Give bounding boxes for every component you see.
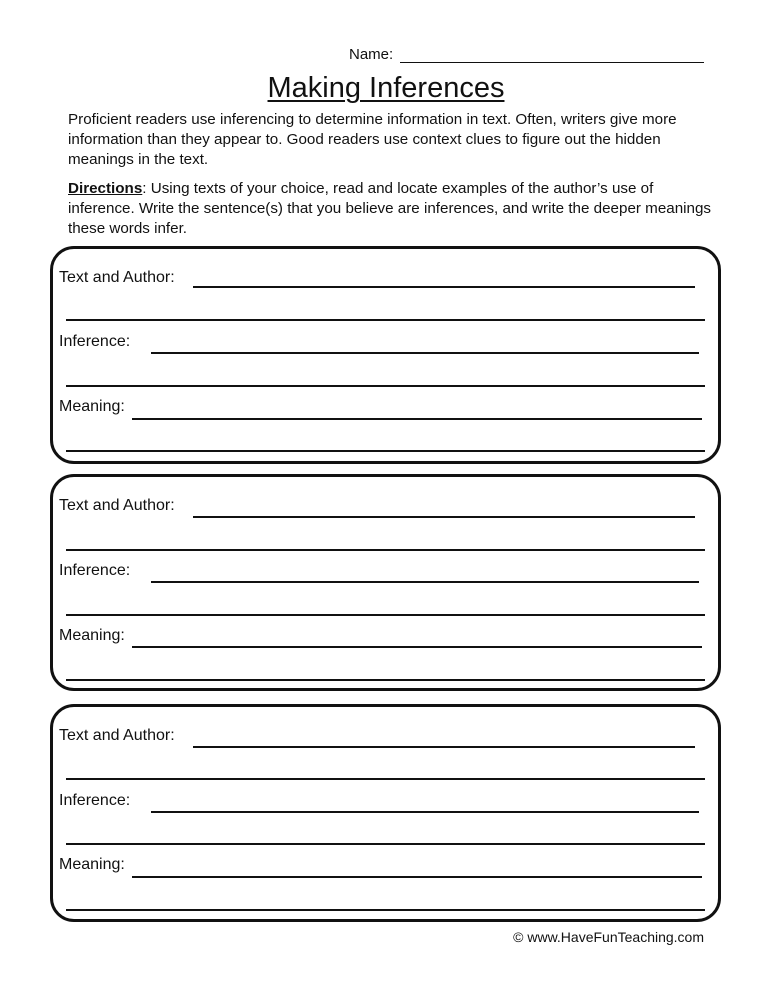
text-author-line-2[interactable] [66, 319, 705, 321]
inference-line[interactable] [151, 352, 699, 354]
text-author-label: Text and Author: [59, 727, 175, 744]
text-author-line-2[interactable] [66, 549, 705, 551]
text-author-label: Text and Author: [59, 269, 175, 286]
meaning-line[interactable] [132, 418, 702, 420]
text-author-label: Text and Author: [59, 497, 175, 514]
page-title: Making Inferences [267, 72, 505, 104]
inference-line-2[interactable] [66, 843, 705, 845]
inference-label: Inference: [59, 562, 131, 579]
inference-line-2[interactable] [66, 614, 705, 616]
meaning-line-2[interactable] [66, 679, 705, 681]
meaning-label: Meaning: [59, 856, 125, 873]
meaning-label: Meaning: [59, 627, 125, 644]
intro-paragraph: Proficient readers use inferencing to determine information in text. Often, writers give more information than they appear to. Good readers use context clues to figure out the hidden meanings in the text. [68, 111, 677, 168]
meaning-line-2[interactable] [66, 909, 705, 911]
inference-label: Inference: [59, 792, 131, 809]
inference-box-2 [50, 474, 721, 691]
text-author-line[interactable] [193, 516, 695, 518]
inference-label: Inference: [59, 333, 131, 350]
inference-line-2[interactable] [66, 385, 705, 387]
meaning-label: Meaning: [59, 398, 125, 415]
name-label: Name: [349, 46, 394, 63]
inference-box-1 [50, 246, 721, 464]
text-author-line[interactable] [193, 746, 695, 748]
inference-line[interactable] [151, 811, 699, 813]
directions-label: Directions [68, 180, 143, 197]
inference-line[interactable] [151, 581, 699, 583]
directions-text: : Using texts of your choice, read and locate examples of the author’s use of inference. Write the sentence(s) that you believe are inferences, and write the deeper meanings these words infer. [68, 180, 712, 237]
meaning-line[interactable] [132, 646, 702, 648]
meaning-line-2[interactable] [66, 450, 705, 452]
text-author-line-2[interactable] [66, 778, 705, 780]
text-author-line[interactable] [193, 286, 695, 288]
directions-paragraph [68, 179, 718, 239]
name-field-line[interactable] [400, 62, 704, 63]
inference-box-3 [50, 704, 721, 922]
meaning-line[interactable] [132, 876, 702, 878]
copyright-footer: © www.HaveFunTeaching.com [513, 929, 704, 945]
